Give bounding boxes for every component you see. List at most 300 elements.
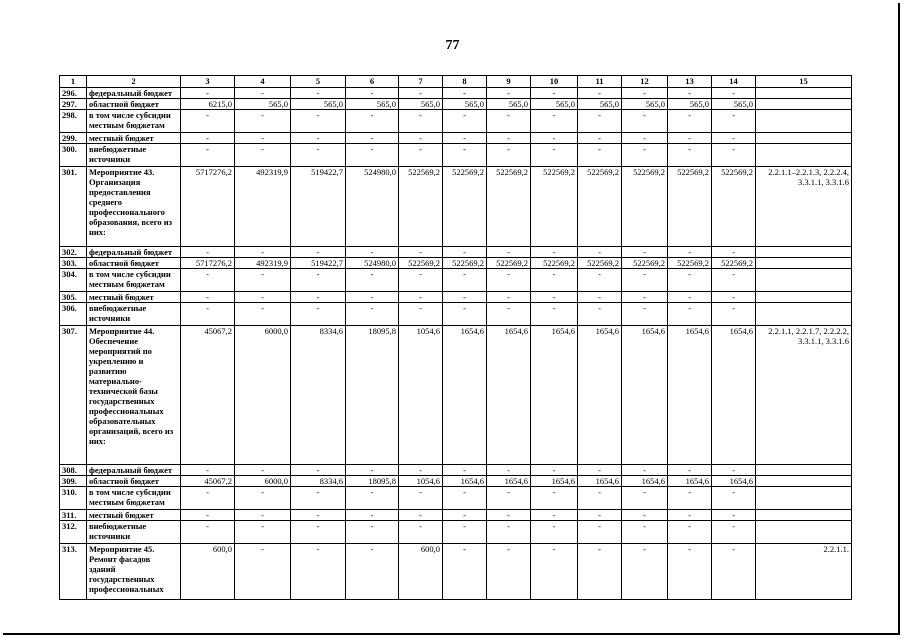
value-cell: 565,0 — [443, 99, 487, 110]
value-cell: - — [346, 292, 399, 303]
reference-cell — [756, 303, 852, 326]
value-cell: 1654,6 — [531, 476, 578, 487]
value-cell: - — [487, 303, 531, 326]
value-cell: 565,0 — [668, 99, 712, 110]
value-cell: - — [712, 110, 756, 133]
table-row — [60, 476, 852, 487]
reference-cell — [756, 292, 852, 303]
value-cell: - — [668, 292, 712, 303]
value-cell: 522569,2 — [712, 167, 756, 247]
value-cell: - — [578, 269, 622, 292]
value-cell: 565,0 — [487, 99, 531, 110]
reference-cell — [756, 269, 852, 292]
value-cell: 1654,6 — [487, 476, 531, 487]
table-row — [60, 167, 852, 247]
reference-cell — [756, 99, 852, 110]
reference-cell — [756, 521, 852, 544]
row-label: в том числе субсидии местным бюджетам — [87, 110, 181, 133]
value-cell: - — [668, 144, 712, 167]
value-cell: - — [578, 544, 622, 600]
row-number: 307. — [60, 326, 87, 465]
value-cell: - — [399, 487, 443, 510]
table-row — [60, 258, 852, 269]
value-cell: 1654,6 — [443, 476, 487, 487]
value-cell: - — [291, 88, 346, 99]
reference-cell — [756, 110, 852, 133]
value-cell: 6000,0 — [235, 476, 291, 487]
value-cell: - — [399, 521, 443, 544]
value-cell: - — [578, 292, 622, 303]
reference-cell: 2.2.1.1. — [756, 544, 852, 600]
value-cell: - — [235, 247, 291, 258]
value-cell: - — [181, 133, 235, 144]
row-number: 310. — [60, 487, 87, 510]
value-cell: 1654,6 — [668, 476, 712, 487]
value-cell: - — [346, 521, 399, 544]
value-cell: - — [712, 544, 756, 600]
value-cell: - — [346, 88, 399, 99]
table-row — [60, 247, 852, 258]
row-number: 296. — [60, 88, 87, 99]
value-cell: 1054,6 — [399, 476, 443, 487]
row-number: 308. — [60, 465, 87, 476]
row-label: внебюджетные источники — [87, 303, 181, 326]
value-cell: - — [443, 144, 487, 167]
value-cell: 5717276,2 — [181, 167, 235, 247]
value-cell: - — [181, 269, 235, 292]
value-cell: 522569,2 — [399, 167, 443, 247]
value-cell: - — [443, 247, 487, 258]
value-cell: - — [531, 247, 578, 258]
table-row — [60, 110, 852, 133]
value-cell: - — [443, 269, 487, 292]
reference-cell: 2.2.1.1–2.2.1.3, 2.2.2.4, 3.3.1.1, 3.3.1.6 — [756, 167, 852, 247]
value-cell: 492319,9 — [235, 167, 291, 247]
table-row — [60, 269, 852, 292]
value-cell: - — [291, 144, 346, 167]
table-row — [60, 292, 852, 303]
table-row — [60, 465, 852, 476]
value-cell: - — [291, 521, 346, 544]
value-cell: - — [578, 303, 622, 326]
value-cell: - — [622, 110, 668, 133]
value-cell: - — [668, 465, 712, 476]
value-cell: - — [712, 521, 756, 544]
value-cell: - — [181, 303, 235, 326]
row-label: федеральный бюджет — [87, 247, 181, 258]
reference-cell — [756, 247, 852, 258]
value-cell: 1654,6 — [712, 476, 756, 487]
value-cell: - — [443, 487, 487, 510]
reference-cell — [756, 258, 852, 269]
value-cell: - — [291, 247, 346, 258]
value-cell: 1654,6 — [622, 326, 668, 465]
value-cell: 1654,6 — [443, 326, 487, 465]
value-cell: - — [181, 144, 235, 167]
value-cell: - — [399, 133, 443, 144]
value-cell: - — [622, 88, 668, 99]
value-cell: - — [235, 465, 291, 476]
value-cell: - — [235, 521, 291, 544]
table-row — [60, 88, 852, 99]
row-number: 312. — [60, 521, 87, 544]
row-number: 302. — [60, 247, 87, 258]
value-cell: - — [399, 292, 443, 303]
value-cell: 8334,6 — [291, 326, 346, 465]
row-number: 305. — [60, 292, 87, 303]
value-cell: - — [399, 88, 443, 99]
value-cell: - — [487, 110, 531, 133]
value-cell: - — [712, 487, 756, 510]
table-row — [60, 133, 852, 144]
value-cell: - — [668, 88, 712, 99]
value-cell: - — [346, 247, 399, 258]
value-cell: - — [443, 303, 487, 326]
value-cell: 565,0 — [578, 99, 622, 110]
value-cell: - — [346, 487, 399, 510]
table-row — [60, 99, 852, 110]
row-number: 304. — [60, 269, 87, 292]
value-cell: - — [578, 247, 622, 258]
column-header: 11 — [578, 76, 622, 88]
row-number: 306. — [60, 303, 87, 326]
value-cell: - — [487, 292, 531, 303]
value-cell: 18095,8 — [346, 476, 399, 487]
value-cell: - — [181, 110, 235, 133]
value-cell: - — [578, 110, 622, 133]
value-cell: 522569,2 — [578, 258, 622, 269]
value-cell: - — [712, 303, 756, 326]
value-cell: - — [531, 269, 578, 292]
value-cell: - — [346, 269, 399, 292]
value-cell: 18095,8 — [346, 326, 399, 465]
value-cell: - — [291, 133, 346, 144]
row-label: областной бюджет — [87, 99, 181, 110]
value-cell: - — [578, 144, 622, 167]
value-cell: - — [443, 133, 487, 144]
row-label: областной бюджет — [87, 476, 181, 487]
value-cell: - — [668, 110, 712, 133]
value-cell: 519422,7 — [291, 258, 346, 269]
value-cell: - — [578, 510, 622, 521]
row-label: в том числе субсидии местным бюджетам — [87, 487, 181, 510]
value-cell: 565,0 — [291, 99, 346, 110]
row-label: Мероприятие 43. Организация предоставления среднего профессионального образования, всего из них: — [87, 167, 181, 247]
value-cell: 1654,6 — [578, 476, 622, 487]
value-cell: - — [668, 133, 712, 144]
value-cell: - — [668, 510, 712, 521]
value-cell: - — [531, 88, 578, 99]
value-cell: - — [181, 510, 235, 521]
value-cell: 1654,6 — [578, 326, 622, 465]
value-cell: - — [622, 487, 668, 510]
value-cell: - — [346, 465, 399, 476]
value-cell: - — [668, 487, 712, 510]
value-cell: - — [235, 144, 291, 167]
value-cell: - — [712, 510, 756, 521]
value-cell: - — [712, 292, 756, 303]
column-header: 12 — [622, 76, 668, 88]
value-cell: - — [399, 110, 443, 133]
value-cell: - — [235, 544, 291, 600]
value-cell: - — [622, 465, 668, 476]
value-cell: 565,0 — [346, 99, 399, 110]
row-number: 303. — [60, 258, 87, 269]
value-cell: - — [531, 144, 578, 167]
column-header: 8 — [443, 76, 487, 88]
reference-cell — [756, 88, 852, 99]
value-cell: 565,0 — [399, 99, 443, 110]
value-cell: 6000,0 — [235, 326, 291, 465]
value-cell: - — [531, 110, 578, 133]
value-cell: 565,0 — [235, 99, 291, 110]
column-header: 6 — [346, 76, 399, 88]
value-cell: 1654,6 — [487, 326, 531, 465]
value-cell: - — [668, 544, 712, 600]
value-cell: - — [346, 144, 399, 167]
column-header: 3 — [181, 76, 235, 88]
value-cell: - — [291, 465, 346, 476]
value-cell: - — [622, 521, 668, 544]
table-row — [60, 544, 852, 600]
value-cell: - — [668, 247, 712, 258]
value-cell: - — [622, 144, 668, 167]
reference-cell — [756, 133, 852, 144]
value-cell: - — [487, 269, 531, 292]
row-number: 313. — [60, 544, 87, 600]
value-cell: - — [622, 247, 668, 258]
row-label: областной бюджет — [87, 258, 181, 269]
value-cell: - — [712, 88, 756, 99]
value-cell: 1654,6 — [668, 326, 712, 465]
row-number: 300. — [60, 144, 87, 167]
value-cell: - — [622, 510, 668, 521]
table-row — [60, 303, 852, 326]
value-cell: - — [399, 303, 443, 326]
reference-cell — [756, 144, 852, 167]
value-cell: 522569,2 — [668, 167, 712, 247]
column-header: 2 — [87, 76, 181, 88]
table-row — [60, 510, 852, 521]
value-cell: - — [712, 247, 756, 258]
column-header: 14 — [712, 76, 756, 88]
value-cell: - — [291, 544, 346, 600]
value-cell: - — [235, 88, 291, 99]
value-cell: - — [399, 465, 443, 476]
value-cell: 1654,6 — [531, 326, 578, 465]
value-cell: - — [291, 110, 346, 133]
value-cell: - — [291, 269, 346, 292]
value-cell: - — [346, 110, 399, 133]
value-cell: 1654,6 — [712, 326, 756, 465]
value-cell: 522569,2 — [443, 167, 487, 247]
value-cell: 565,0 — [712, 99, 756, 110]
table-row — [60, 144, 852, 167]
value-cell: - — [668, 303, 712, 326]
value-cell: - — [181, 292, 235, 303]
row-label: местный бюджет — [87, 510, 181, 521]
value-cell: - — [622, 292, 668, 303]
row-label: в том числе субсидии местным бюджетам — [87, 269, 181, 292]
column-header: 7 — [399, 76, 443, 88]
value-cell: - — [578, 487, 622, 510]
value-cell: - — [235, 292, 291, 303]
value-cell: - — [443, 465, 487, 476]
budget-table — [59, 75, 852, 600]
value-cell: - — [443, 88, 487, 99]
value-cell: - — [181, 521, 235, 544]
value-cell: - — [346, 133, 399, 144]
value-cell: - — [531, 292, 578, 303]
reference-cell — [756, 476, 852, 487]
header-row — [60, 76, 852, 88]
column-header: 9 — [487, 76, 531, 88]
value-cell: - — [399, 510, 443, 521]
value-cell: - — [487, 133, 531, 144]
table-row — [60, 326, 852, 465]
value-cell: - — [399, 269, 443, 292]
value-cell: 522569,2 — [487, 167, 531, 247]
value-cell: - — [346, 303, 399, 326]
value-cell: - — [346, 510, 399, 521]
value-cell: - — [487, 544, 531, 600]
value-cell: 600,0 — [181, 544, 235, 600]
value-cell: - — [578, 521, 622, 544]
value-cell: 522569,2 — [487, 258, 531, 269]
value-cell: - — [443, 544, 487, 600]
table-row — [60, 487, 852, 510]
reference-cell — [756, 487, 852, 510]
value-cell: - — [346, 544, 399, 600]
row-label: внебюджетные источники — [87, 521, 181, 544]
value-cell: - — [235, 510, 291, 521]
page-number: 77 — [445, 38, 460, 53]
row-label: местный бюджет — [87, 133, 181, 144]
value-cell: 1654,6 — [622, 476, 668, 487]
row-number: 309. — [60, 476, 87, 487]
value-cell: 45067,2 — [181, 476, 235, 487]
value-cell: - — [487, 521, 531, 544]
value-cell: 522569,2 — [578, 167, 622, 247]
value-cell: - — [578, 133, 622, 144]
column-header: 4 — [235, 76, 291, 88]
value-cell: - — [668, 269, 712, 292]
value-cell: - — [291, 510, 346, 521]
table-row — [60, 521, 852, 544]
value-cell: 522569,2 — [712, 258, 756, 269]
value-cell: - — [443, 292, 487, 303]
value-cell: - — [291, 292, 346, 303]
value-cell: - — [487, 88, 531, 99]
value-cell: 6215,0 — [181, 99, 235, 110]
value-cell: - — [443, 110, 487, 133]
row-label: федеральный бюджет — [87, 465, 181, 476]
value-cell: - — [181, 465, 235, 476]
value-cell: - — [531, 465, 578, 476]
value-cell: 519422,7 — [291, 167, 346, 247]
value-cell: - — [487, 144, 531, 167]
column-header: 1 — [60, 76, 87, 88]
row-label: внебюджетные источники — [87, 144, 181, 167]
value-cell: - — [235, 303, 291, 326]
column-header: 5 — [291, 76, 346, 88]
row-label: федеральный бюджет — [87, 88, 181, 99]
value-cell: 45067,2 — [181, 326, 235, 465]
column-header: 15 — [756, 76, 852, 88]
row-number: 297. — [60, 99, 87, 110]
value-cell: - — [487, 487, 531, 510]
row-number: 311. — [60, 510, 87, 521]
value-cell: - — [668, 521, 712, 544]
value-cell: - — [622, 303, 668, 326]
reference-cell: 2.2.1.1, 2.2.1.7, 2.2.2.2, 3.3.1.1, 3.3.1.6 — [756, 326, 852, 465]
value-cell: 565,0 — [622, 99, 668, 110]
value-cell: 522569,2 — [622, 167, 668, 247]
value-cell: 522569,2 — [531, 167, 578, 247]
value-cell: 492319,9 — [235, 258, 291, 269]
value-cell: - — [235, 110, 291, 133]
row-label: Мероприятие 44. Обеспечение мероприятий по укреплению и развитию материально-технической базы государственных профессиональных образовательных организаций, всего из них: — [87, 326, 181, 465]
value-cell: - — [712, 133, 756, 144]
column-header: 10 — [531, 76, 578, 88]
value-cell: - — [712, 144, 756, 167]
value-cell: - — [443, 510, 487, 521]
value-cell: - — [399, 247, 443, 258]
row-number: 301. — [60, 167, 87, 247]
value-cell: - — [578, 88, 622, 99]
value-cell: - — [443, 521, 487, 544]
value-cell: - — [531, 521, 578, 544]
value-cell: - — [531, 510, 578, 521]
value-cell: - — [487, 510, 531, 521]
value-cell: 522569,2 — [531, 258, 578, 269]
value-cell: 1054,6 — [399, 326, 443, 465]
value-cell: - — [235, 133, 291, 144]
value-cell: 522569,2 — [399, 258, 443, 269]
row-number: 298. — [60, 110, 87, 133]
value-cell: 600,0 — [399, 544, 443, 600]
value-cell: 522569,2 — [443, 258, 487, 269]
value-cell: - — [399, 144, 443, 167]
value-cell: - — [487, 465, 531, 476]
value-cell: - — [622, 544, 668, 600]
value-cell: 524980,0 — [346, 167, 399, 247]
value-cell: - — [531, 487, 578, 510]
value-cell: - — [622, 133, 668, 144]
value-cell: - — [291, 487, 346, 510]
reference-cell — [756, 510, 852, 521]
value-cell: - — [235, 269, 291, 292]
value-cell: - — [487, 247, 531, 258]
value-cell: - — [531, 303, 578, 326]
value-cell: 524980,0 — [346, 258, 399, 269]
value-cell: - — [181, 88, 235, 99]
row-label: Мероприятие 45. Ремонт фасадов зданий государственных профессиональных — [87, 544, 181, 600]
value-cell: 8334,6 — [291, 476, 346, 487]
column-header: 13 — [668, 76, 712, 88]
value-cell: - — [712, 465, 756, 476]
value-cell: - — [181, 247, 235, 258]
value-cell: - — [291, 303, 346, 326]
value-cell: - — [622, 269, 668, 292]
value-cell: - — [181, 487, 235, 510]
value-cell: 522569,2 — [622, 258, 668, 269]
reference-cell — [756, 465, 852, 476]
value-cell: 522569,2 — [668, 258, 712, 269]
value-cell: - — [578, 465, 622, 476]
value-cell: - — [235, 487, 291, 510]
value-cell: 5717276,2 — [181, 258, 235, 269]
